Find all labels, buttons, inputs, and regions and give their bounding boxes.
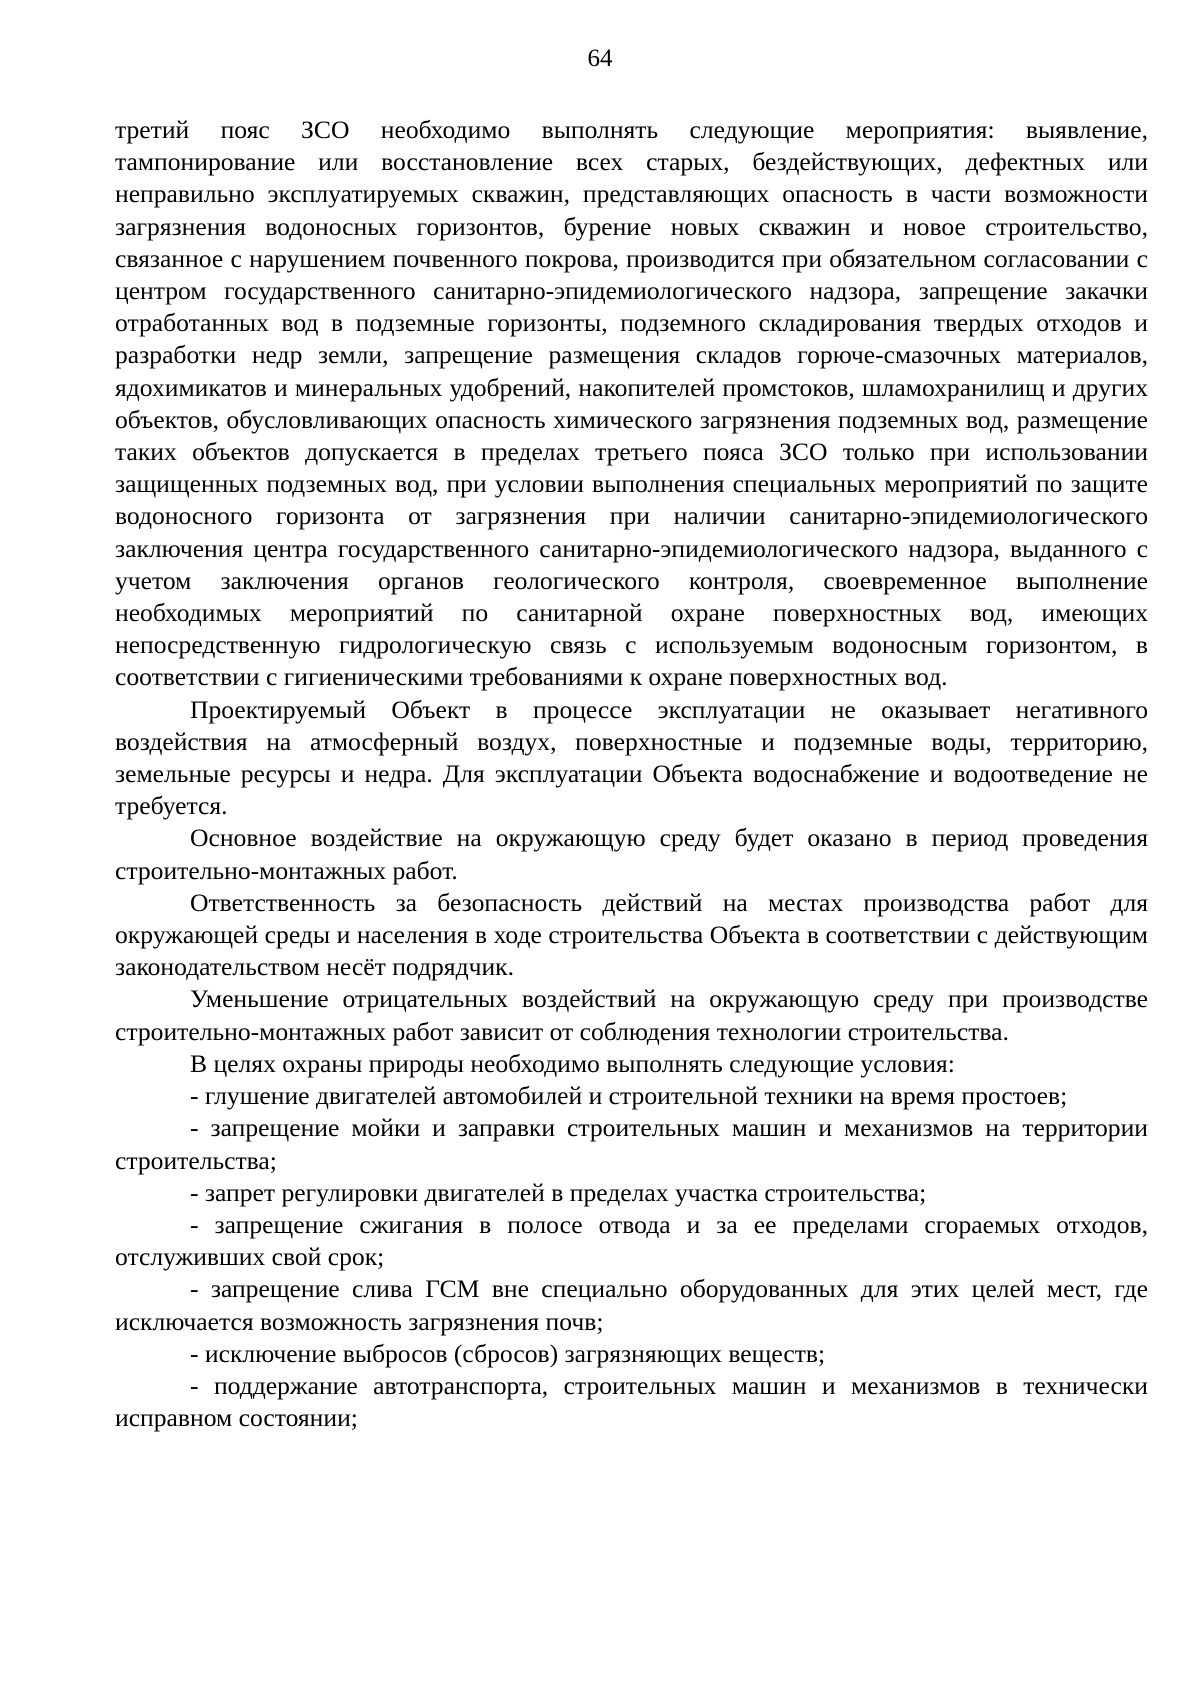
list-item: - глушение двигателей автомобилей и строительной техники на время простоев; [190,1081,1068,1111]
paragraph: Проектируемый Объект в процессе эксплуатации не оказывает негативного воздействия на атмосферный воздух, поверхностные и подземные воды, территорию, земельные ресурсы и недра. Для эксплуатации Объекта водоснабжение и водоотведение не требуется. [115,694,1148,821]
list-item: - запрещение мойки и заправки строительных машин и механизмов на территории строительства; [115,1113,1148,1175]
paragraph: Уменьшение отрицательных воздействий на окружающую среду при производстве строительно-монтажных работ зависит от соблюдения технологии строительства. [115,984,1148,1046]
list-item: - запрещение сжигания в полосе отвода и за ее пределами сгораемых отходов, отслуживших свой срок; [115,1209,1148,1272]
list-item: - запрещение слива ГСМ вне специально оборудованных для этих целей мест, где исключается возможность загрязнения почв; [115,1274,1148,1336]
document-body [115,114,1148,1434]
list-intro: В целях охраны природы необходимо выполнять следующие условия: [190,1048,955,1078]
paragraph: Ответственность за безопасность действий на местах производства работ для окружающей среды и населения в ходе строительства Объекта в соответствии с действующим законодательством несёт подрядчик. [115,887,1148,982]
list-item: - исключение выбросов (сбросов) загрязняющих веществ; [190,1338,826,1368]
page-number: 64 [587,45,613,72]
list-item: - запрет регулировки двигателей в пределах участка строительства; [190,1177,927,1207]
list-item: - поддержание автотранспорта, строительных машин и механизмов в технически исправном состоянии; [115,1370,1148,1433]
paragraph-continuation: третий пояс ЗСО необходимо выполнять следующие мероприятия: выявление, тампонирование или восстановление всех старых, бездействующих, дефектных или неправильно эксплуатируемых скважин, представляющих опасность в части возможности загрязнения водоносных горизонтов, бурение новых скважин и новое строительство, связанное с нарушением почвенного покрова, производится при обязательном согласовании с центром государственного санитарно-эпидемиологического надзора, запрещение закачки отработанных вод в подземные горизонты, подземного складирования твердых отходов и разработки недр земли, запрещение размещения складов горюче-смазочных материалов, ядохимикатов и минеральных удобрений, накопителей промстоков, шламохранилищ и других объектов, обусловливающих опасность химического загрязнения подземных вод, размещение таких объектов допускается в пределах третьего пояса ЗСО только при использовании защищенных подземных вод, при условии выполнения специальных мероприятий по защите водоносного горизонта от загрязнения при наличии санитарно-эпидемиологического заключения центра государственного санитарно-эпидемиологического надзора, выданного с учетом заключения органов геологического контроля, своевременное выполнение необходимых мероприятий по санитарной охране поверхностных вод, имеющих непосредственную гидрологическую связь с используемым водоносным горизонтом, в соответствии с гигиеническими требованиями к охране поверхностных вод. [115,115,1148,692]
paragraph: Основное воздействие на окружающую среду будет оказано в период проведения строительно-монтажных работ. [115,823,1148,885]
